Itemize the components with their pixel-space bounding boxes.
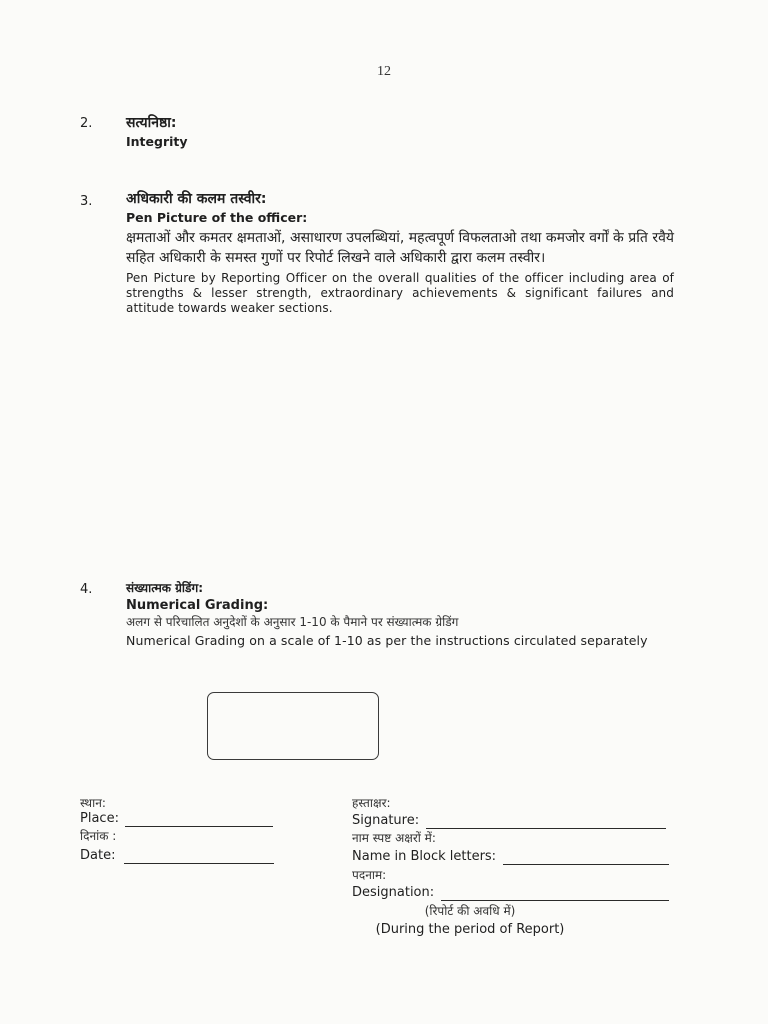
section-pen-picture [126,189,674,316]
designation-label-hindi [352,867,386,884]
date-field[interactable] [80,848,274,864]
date-input-line[interactable] [124,863,274,864]
name-label: Name in Block letters: [352,849,497,864]
report-period-english-text: (During the period of Report) [375,922,565,937]
name-field[interactable] [352,849,669,865]
place-hindi-text: स्थान: [80,796,106,810]
section-3-description-hindi: क्षमताओं और कमतर क्षमताओं, असाधारण उपलब्धियां, महत्वपूर्ण विफलताओ तथा कमजोर वर्गों के प्रति रवैये सहित अधिकारी के समस्त गुणों पर रिपोर्ट लिखने वाले अधिकारी द्वारा कलम तस्वीर। [126,230,674,266]
place-label-hindi [80,795,106,812]
name-input-line[interactable] [503,864,669,865]
report-period-english [352,922,588,938]
name-hindi-text: नाम स्पष्ट अक्षरों में: [352,831,436,845]
section-2-number: 2. [80,116,93,131]
section-3-description-english: Pen Picture by Reporting Officer on the overall qualities of the officer including area of strengths & lesser strength, extraordinary achievements & significant failures and attitude towards weaker sections. [126,271,674,315]
date-hindi-text: दिनांक : [80,829,117,843]
section-3-number: 3. [80,194,93,209]
section-numerical-grading [126,580,674,649]
section-2-title-english: Integrity [126,134,188,149]
report-period-hindi [352,903,588,920]
name-label-hindi [352,830,436,847]
signature-label-hindi [352,795,391,812]
section-2-title-hindi: सत्यनिष्ठा: [126,115,177,131]
section-4-title-hindi: संख्यात्मक ग्रेडिंग: [126,581,203,595]
grading-input-box[interactable] [207,692,379,760]
signature-input-line[interactable] [426,828,666,829]
section-4-number: 4. [80,582,93,597]
section-4-description-english: Numerical Grading on a scale of 1-10 as per the instructions circulated separately [126,633,648,648]
section-integrity [126,113,674,150]
section-3-title-english: Pen Picture of the officer: [126,210,308,225]
place-input-line[interactable] [125,826,273,827]
signature-field[interactable] [352,813,666,829]
section-4-title-english: Numerical Grading: [126,598,269,613]
report-period-hindi-text: (रिपोर्ट की अवधि में) [424,904,516,918]
section-4-description-hindi: अलग से परिचालित अनुदेशों के अनुसार 1-10 के पैमाने पर संख्यात्मक ग्रेडिंग [126,615,459,629]
section-3-title-hindi: अधिकारी की कलम तस्वीर: [126,191,267,207]
place-field[interactable] [80,811,273,827]
designation-input-line[interactable] [441,900,669,901]
page-number: 12 [377,64,391,79]
designation-hindi-text: पदनाम: [352,868,387,882]
date-label: Date: [80,848,116,863]
signature-hindi-text: हस्ताक्षर: [352,796,391,810]
date-label-hindi [80,828,116,845]
place-label: Place: [80,811,119,826]
signature-label: Signature: [352,813,420,828]
designation-field[interactable] [352,885,669,901]
designation-label: Designation: [352,885,435,900]
